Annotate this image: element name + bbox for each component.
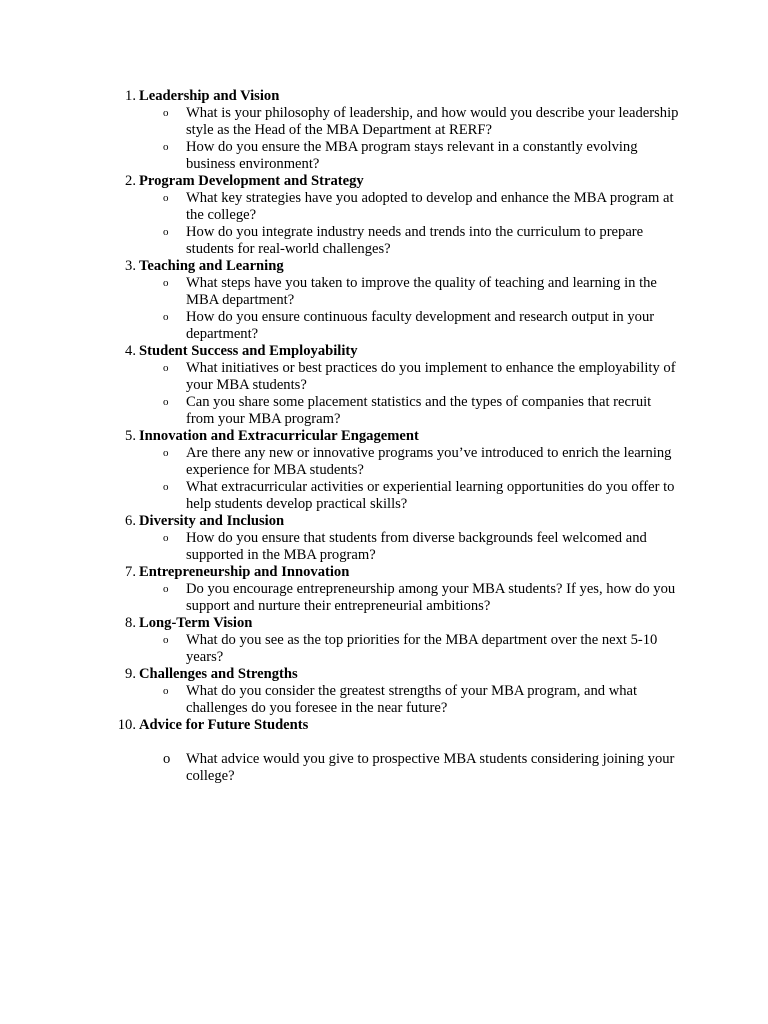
question-text: How do you ensure the MBA program stays relevant in a constantly evolving business environment? xyxy=(186,139,638,172)
circle-bullet-icon: o xyxy=(163,583,169,595)
question-text: How do you ensure continuous faculty development and research output in your department? xyxy=(186,309,655,342)
question-item xyxy=(163,105,680,139)
question-item xyxy=(163,190,680,224)
question-text: How do you integrate industry needs and trends into the curriculum to prepare students for real-world challenges? xyxy=(186,224,644,257)
question-text: What extracurricular activities or experiential learning opportunities do you offer to help students develop practical skills? xyxy=(186,479,675,512)
item-number: 7. xyxy=(125,564,136,580)
section-heading: Leadership and Vision xyxy=(139,88,280,104)
circle-bullet-icon: o xyxy=(163,141,169,153)
question-item xyxy=(163,139,680,173)
list-item xyxy=(0,173,768,258)
circle-bullet-icon: o xyxy=(163,532,169,544)
list-item xyxy=(0,88,768,173)
question-item xyxy=(163,581,680,615)
circle-bullet-icon: o xyxy=(163,634,169,646)
circle-bullet-icon: o xyxy=(163,311,169,323)
circle-bullet-icon: o xyxy=(163,481,169,493)
question-text: What steps have you taken to improve the quality of teaching and learning in the MBA department? xyxy=(186,275,657,308)
section-heading: Innovation and Extracurricular Engagement xyxy=(139,428,419,444)
question-item xyxy=(163,530,680,564)
section-heading: Challenges and Strengths xyxy=(139,666,298,682)
question-item xyxy=(163,683,680,717)
section-heading: Entrepreneurship and Innovation xyxy=(139,564,350,580)
circle-bullet-icon: o xyxy=(163,751,171,767)
question-text: Do you encourage entrepreneurship among your MBA students? If yes, how do you support and nurture their entrepreneurial ambitions? xyxy=(186,581,676,614)
circle-bullet-icon: o xyxy=(163,447,169,459)
question-item xyxy=(163,224,680,258)
list-item xyxy=(0,666,768,717)
question-text: What initiatives or best practices do you implement to enhance the employability of your MBA students? xyxy=(186,360,676,393)
list-item xyxy=(0,717,768,785)
item-number: 5. xyxy=(125,428,136,444)
list-item xyxy=(0,513,768,564)
question-item xyxy=(163,751,680,785)
circle-bullet-icon: o xyxy=(163,396,169,408)
item-number: 3. xyxy=(125,258,136,274)
question-item xyxy=(163,632,680,666)
question-text: What do you consider the greatest strengths of your MBA program, and what challenges do you foresee in the near future? xyxy=(186,683,638,716)
list-item xyxy=(0,258,768,343)
section-heading: Teaching and Learning xyxy=(139,258,284,274)
item-number: 9. xyxy=(125,666,136,682)
circle-bullet-icon: o xyxy=(163,362,169,374)
item-number: 10. xyxy=(117,717,136,733)
item-number: 6. xyxy=(125,513,136,529)
question-text: Are there any new or innovative programs you’ve introduced to enrich the learning experience for MBA students? xyxy=(186,445,672,478)
list-item xyxy=(0,564,768,615)
circle-bullet-icon: o xyxy=(163,685,169,697)
section-heading: Long-Term Vision xyxy=(139,615,253,631)
item-number: 2. xyxy=(125,173,136,189)
question-item xyxy=(163,394,680,428)
question-text: What is your philosophy of leadership, and how would you describe your leadership style as the Head of the MBA Department at RERF? xyxy=(186,105,679,138)
item-number: 4. xyxy=(125,343,136,359)
circle-bullet-icon: o xyxy=(163,277,169,289)
list-item xyxy=(0,343,768,428)
question-item xyxy=(163,309,680,343)
question-item xyxy=(163,360,680,394)
section-heading: Student Success and Employability xyxy=(139,343,358,359)
question-text: How do you ensure that students from diverse backgrounds feel welcomed and supported in the MBA program? xyxy=(186,530,647,563)
section-heading: Advice for Future Students xyxy=(139,717,309,733)
circle-bullet-icon: o xyxy=(163,107,169,119)
question-item xyxy=(163,445,680,479)
question-item xyxy=(163,479,680,513)
item-number: 8. xyxy=(125,615,136,631)
numbered-question-list xyxy=(0,88,768,785)
question-text: What do you see as the top priorities for the MBA department over the next 5-10 years? xyxy=(186,632,658,665)
item-number: 1. xyxy=(125,88,136,104)
list-item xyxy=(0,615,768,666)
section-heading: Program Development and Strategy xyxy=(139,173,364,189)
circle-bullet-icon: o xyxy=(163,226,169,238)
question-item xyxy=(163,275,680,309)
question-text: Can you share some placement statistics and the types of companies that recruit from your MBA program? xyxy=(186,394,652,427)
section-heading: Diversity and Inclusion xyxy=(139,513,285,529)
question-text: What key strategies have you adopted to develop and enhance the MBA program at the college? xyxy=(186,190,674,223)
question-text: What advice would you give to prospective MBA students considering joining your college? xyxy=(186,751,675,784)
list-item xyxy=(0,428,768,513)
circle-bullet-icon: o xyxy=(163,192,169,204)
